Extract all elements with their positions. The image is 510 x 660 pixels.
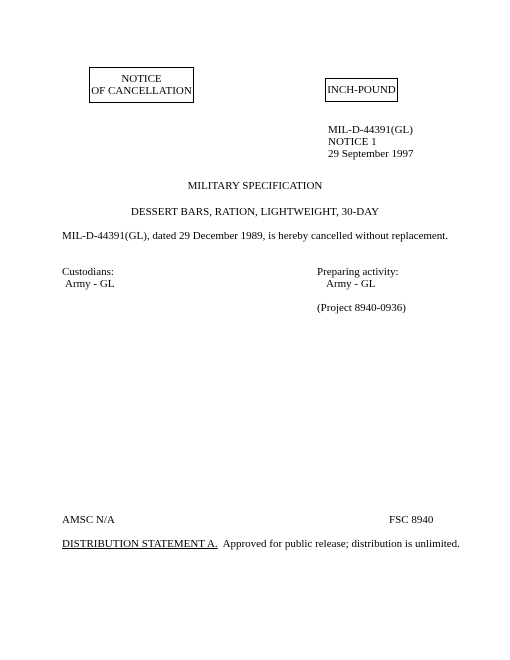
notice-line-2: OF CANCELLATION (91, 85, 192, 97)
custodians-block (62, 266, 115, 290)
distribution-statement (62, 538, 460, 550)
inch-pound-box (325, 78, 398, 102)
distribution-text: Approved for public release; distribution is unlimited. (217, 538, 460, 550)
preparing-activity-block (317, 266, 399, 290)
notice-line-1: NOTICE (121, 73, 162, 85)
notice-of-cancellation-box (89, 67, 194, 103)
distribution-label: DISTRIBUTION STATEMENT A. (62, 538, 218, 550)
preparing-activity-label: Preparing activity: (317, 266, 399, 278)
spec-heading: MILITARY SPECIFICATION (187, 180, 323, 192)
custodians-value: Army - GL (65, 278, 115, 290)
notice-number: NOTICE 1 (328, 136, 377, 148)
fsc-code: FSC 8940 (389, 514, 434, 526)
custodians-label: Custodians: (62, 266, 114, 278)
cancellation-statement: MIL-D-44391(GL), dated 29 December 1989, is hereby cancelled without replacement. (62, 230, 449, 242)
inch-pound-label: INCH-POUND (327, 84, 396, 96)
notice-date: 29 September 1997 (328, 148, 414, 160)
spec-title: DESSERT BARS, RATION, LIGHTWEIGHT, 30-DAY (130, 206, 380, 218)
document-number: MIL-D-44391(GL) (328, 124, 413, 136)
amsc-code: AMSC N/A (62, 514, 115, 526)
project-number: (Project 8940-0936) (317, 302, 406, 314)
preparing-activity-value: Army - GL (326, 278, 376, 290)
document-id-block (328, 124, 414, 160)
